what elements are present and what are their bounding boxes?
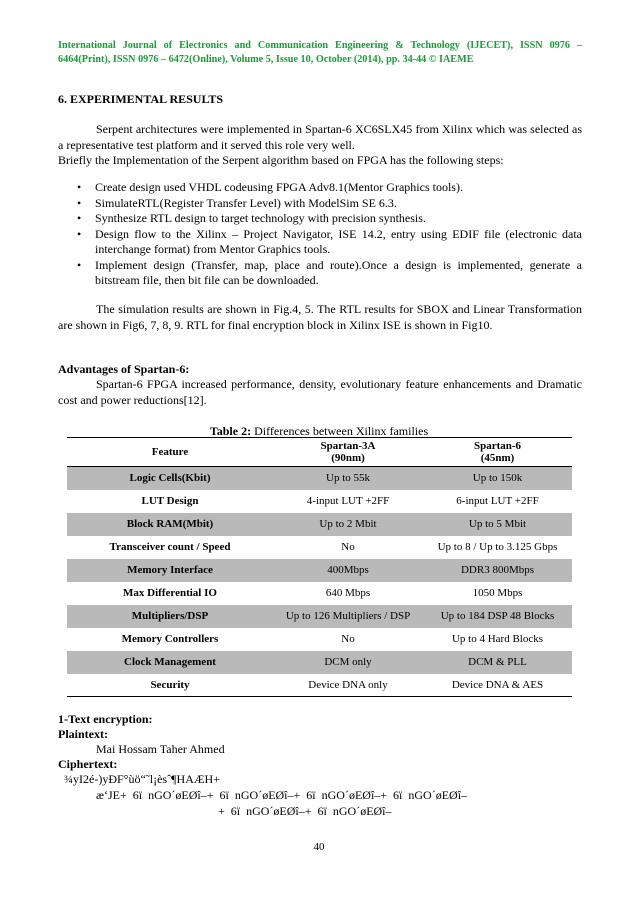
table-cell-spartan-6: Up to 8 / Up to 3.125 Gbps bbox=[437, 541, 558, 553]
table-row bbox=[67, 513, 572, 536]
table-row bbox=[67, 467, 572, 490]
header-spartan-3a-name: Spartan-3A bbox=[320, 440, 376, 452]
journal-header: International Journal of Electronics and Communication Engineering & Technology (IJECET), ISSN 0976 – 6464(Print), ISSN 0976 – 6472(Online), Volume 5, Issue 10, October (2014), pp. 34-44 © IAEME bbox=[58, 40, 582, 65]
plaintext-value: Mai Hossam Taher Ahmed bbox=[96, 742, 225, 756]
table-cell-feature: Max Differential IO bbox=[123, 587, 217, 599]
list-item-text: SimulateRTL(Register Transfer Level) with ModelSim SE 6.3. bbox=[95, 195, 397, 210]
table-cell-spartan-3a: Up to 2 Mbit bbox=[319, 518, 377, 530]
table-row bbox=[67, 490, 572, 513]
section-heading: 6. EXPERIMENTAL RESULTS bbox=[58, 92, 224, 106]
paragraph-results: The simulation results are shown in Fig.4, 5. The RTL results for SBOX and Linear Transformation are shown in Fig6, 7, 8, 9. RTL for final encryption block in Xilinx ISE is shown in Fig10. bbox=[58, 302, 582, 332]
list-item-text: Design flow to the Xilinx – Project Navigator, ISE 14.2, entry using EDIF file (electronic data interchange format) from Mentor Graphics tools. bbox=[95, 226, 582, 256]
table-row bbox=[67, 559, 572, 582]
ciphertext-line-1: ¾yI2é-)yÐF°ùö“˜l¡èsˆ¶HAÆH+ bbox=[64, 772, 220, 786]
table-cell-feature: LUT Design bbox=[141, 495, 199, 507]
list-item-text: Synthesize RTL design to target technology with precision synthesis. bbox=[95, 211, 426, 225]
table-cell-spartan-6: Device DNA & AES bbox=[451, 678, 544, 691]
header-spartan-6-node: (45nm) bbox=[480, 452, 515, 464]
header-spartan-3a bbox=[273, 438, 423, 467]
bullet-icon: • bbox=[77, 195, 82, 210]
advantages-paragraph: Spartan-6 FPGA increased performance, density, evolutionary feature enhancements and Dramatic cost and power reductions[12]. bbox=[58, 377, 582, 407]
table-cell-feature: Block RAM(Mbit) bbox=[126, 518, 214, 530]
table-caption-text: Differences between Xilinx families bbox=[251, 424, 429, 438]
table-header-row bbox=[67, 438, 572, 467]
plaintext-label: Plaintext: bbox=[58, 727, 108, 741]
table-caption-label: Table 2: bbox=[209, 424, 252, 438]
paragraph-steps-intro: Briefly the Implementation of the Serpent algorithm based on FPGA has the following steps: bbox=[58, 153, 504, 167]
list-item bbox=[58, 180, 582, 196]
ciphertext-label: Ciphertext: bbox=[58, 757, 118, 771]
list-item-text: Create design used VHDL codeusing FPGA Adv8.1(Mentor Graphics tools). bbox=[95, 180, 463, 194]
header-feature: Feature bbox=[67, 438, 273, 467]
text-encryption-heading: 1-Text encryption: bbox=[58, 712, 153, 726]
table-cell-feature: Multipliers/DSP bbox=[131, 610, 209, 622]
paragraph-intro: Serpent architectures were implemented in Spartan-6 XC6SLX45 from Xilinx which was selected as a representative test platform and it served this role very well. bbox=[58, 122, 582, 152]
steps-list bbox=[58, 180, 582, 289]
xilinx-families-table bbox=[67, 437, 572, 697]
bullet-icon: • bbox=[77, 226, 82, 241]
header-spartan-3a-node: (90nm) bbox=[331, 452, 365, 464]
list-item bbox=[58, 227, 582, 258]
table-cell-spartan-6: Up to 4 Hard Blocks bbox=[451, 633, 544, 645]
table-cell-spartan-6: 1050 Mbps bbox=[472, 587, 523, 599]
bullet-icon: • bbox=[77, 180, 82, 194]
page-number: 40 bbox=[313, 841, 325, 853]
table-cell-spartan-3a: 640 Mbps bbox=[325, 587, 371, 599]
table-cell-feature: Transceiver count / Speed bbox=[109, 541, 231, 553]
advantages-heading: Advantages of Spartan-6: bbox=[58, 362, 190, 376]
bullet-icon: • bbox=[77, 211, 82, 225]
list-item-text: Implement design (Transfer, map, place and route).Once a design is implemented, generate a bitstream file, then bit file can be downloaded. bbox=[95, 257, 582, 287]
table-cell-spartan-3a: 400Mbps bbox=[327, 564, 369, 576]
table-cell-feature: Memory Controllers bbox=[121, 633, 219, 645]
list-item bbox=[58, 196, 582, 212]
list-item bbox=[58, 211, 582, 227]
list-item bbox=[58, 258, 582, 289]
table-row bbox=[67, 628, 572, 651]
table-row bbox=[67, 651, 572, 674]
table-row bbox=[67, 582, 572, 605]
table-row bbox=[67, 536, 572, 559]
table-cell-spartan-6: Up to 184 DSP 48 Blocks bbox=[440, 610, 555, 622]
table-cell-spartan-6: 6-input LUT +2FF bbox=[456, 495, 539, 507]
table-cell-spartan-3a: 4-input LUT +2FF bbox=[306, 495, 390, 507]
table-cell-feature: Security bbox=[150, 678, 190, 691]
table-cell-spartan-3a: Up to 126 Multipliers / DSP bbox=[285, 610, 411, 622]
table-row bbox=[67, 674, 572, 697]
table-cell-spartan-6: DDR3 800Mbps bbox=[460, 564, 535, 576]
table-cell-spartan-3a: No bbox=[341, 633, 355, 645]
table-cell-spartan-6: DCM & PLL bbox=[468, 656, 527, 668]
table-cell-spartan-3a: Up to 55k bbox=[326, 472, 370, 485]
table-cell-spartan-6: Up to 150k bbox=[472, 472, 523, 485]
table-row bbox=[67, 605, 572, 628]
table-body bbox=[67, 467, 572, 697]
table-cell-spartan-3a: No bbox=[341, 541, 355, 553]
table-cell-spartan-3a: Device DNA only bbox=[308, 678, 388, 691]
table-cell-spartan-6: Up to 5 Mbit bbox=[468, 518, 527, 530]
ciphertext-line-3: + 6ï nGO´øEØî–+ 6ï nGO´øEØî– bbox=[218, 804, 392, 818]
table-cell-feature: Logic Cells(Kbit) bbox=[129, 472, 211, 485]
table-cell-spartan-3a: DCM only bbox=[324, 656, 372, 668]
bullet-icon: • bbox=[77, 257, 82, 272]
header-spartan-6-name: Spartan-6 bbox=[473, 440, 522, 452]
header-spartan-6 bbox=[423, 438, 572, 467]
table-cell-feature: Memory Interface bbox=[127, 564, 213, 576]
ciphertext-line-2: æ‘JE+ 6ï nGO´øEØî–+ 6ï nGO´øEØî–+ 6ï nGO´øEØî–+ 6ï nGO´øEØî– bbox=[96, 788, 468, 802]
table-cell-feature: Clock Management bbox=[124, 656, 216, 668]
